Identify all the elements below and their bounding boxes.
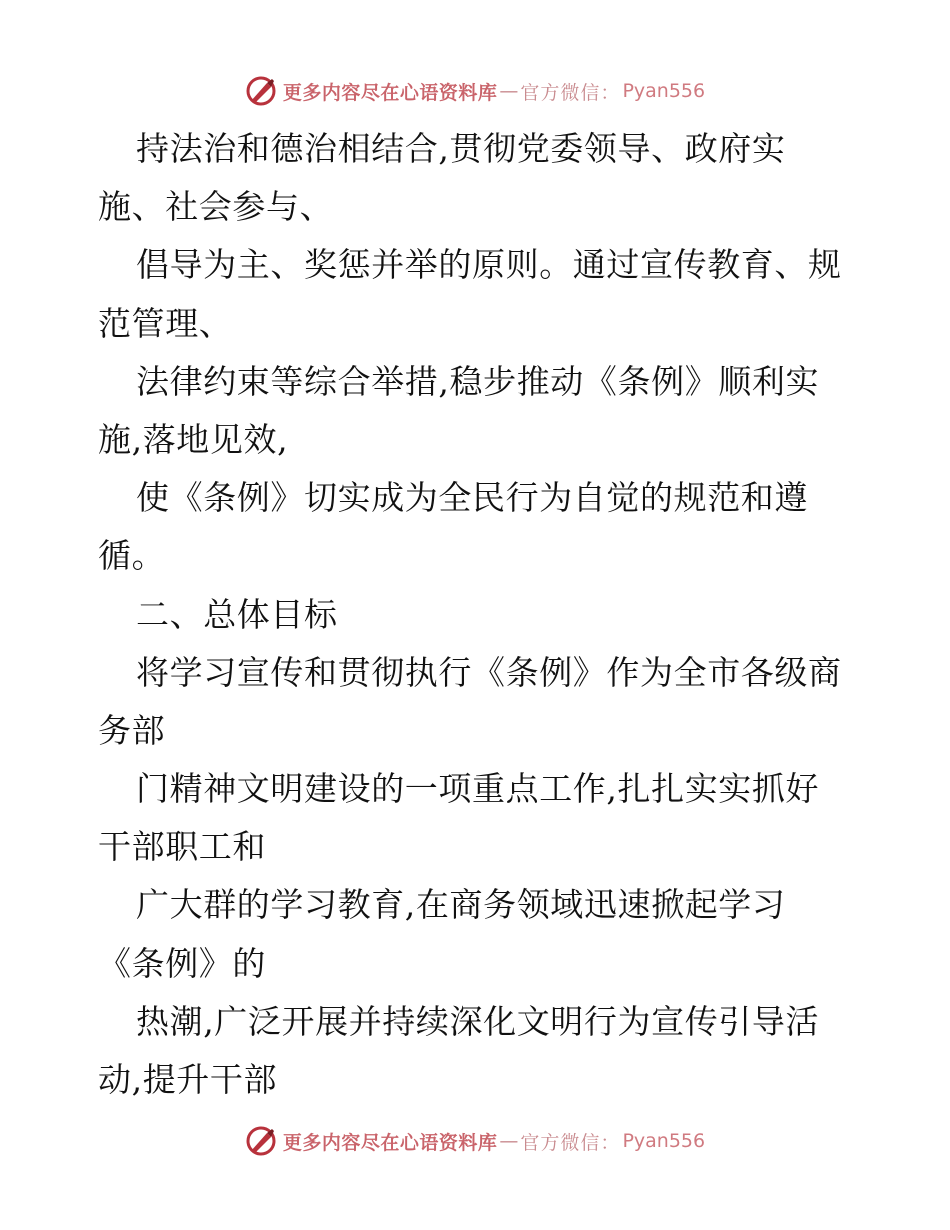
watermark-label: 官方微信： bbox=[520, 81, 621, 104]
text-line: 使《条例》切实成为全民行为自觉的规范和遵 bbox=[136, 478, 808, 518]
text-line: 《条例》的 bbox=[98, 943, 266, 983]
header-watermark bbox=[0, 71, 950, 111]
text-line: 倡导为主、奖惩并举的原则。通过宣传教育、规 bbox=[136, 245, 842, 285]
pen-seal-logo-icon bbox=[245, 75, 277, 107]
text-line: 务部 bbox=[98, 710, 166, 750]
watermark-dash: — bbox=[499, 80, 519, 102]
section-heading: 二、总体目标 bbox=[136, 594, 338, 634]
watermark-site-text: 更多内容尽在心语资料库 bbox=[282, 81, 498, 104]
text-line: 热潮,广泛开展并持续深化文明行为宣传引导活 bbox=[136, 1001, 820, 1041]
text-line: 范管理、 bbox=[98, 303, 233, 343]
text-line: 施、社会参与、 bbox=[98, 187, 334, 227]
text-line: 法律约束等综合举措,稳步推动《条例》顺利实 bbox=[136, 361, 820, 401]
text-line: 动,提升干部 bbox=[98, 1060, 278, 1099]
text-line: 门精神文明建设的一项重点工作,扎扎实实抓好 bbox=[136, 769, 820, 809]
watermark-label: 官方微信： bbox=[520, 1131, 621, 1154]
document-body bbox=[98, 120, 868, 1109]
text-line: 干部职工和 bbox=[98, 827, 266, 867]
text-line: 广大群的学习教育,在商务领域迅速掀起学习 bbox=[136, 885, 786, 925]
watermark-wechat-id: Pyan556 bbox=[622, 80, 706, 102]
text-line: 持法治和德治相结合,贯彻党委领导、政府实 bbox=[136, 129, 786, 168]
pen-seal-logo-icon bbox=[245, 1125, 277, 1157]
text-line: 施,落地见效, bbox=[98, 419, 289, 459]
text-line: 循。 bbox=[98, 536, 166, 576]
footer-watermark bbox=[0, 1121, 950, 1161]
watermark-dash: — bbox=[499, 1130, 519, 1152]
watermark-site-text: 更多内容尽在心语资料库 bbox=[282, 1131, 498, 1154]
watermark-wechat-id: Pyan556 bbox=[622, 1130, 706, 1152]
text-line: 将学习宣传和贯彻执行《条例》作为全市各级商 bbox=[136, 652, 842, 692]
